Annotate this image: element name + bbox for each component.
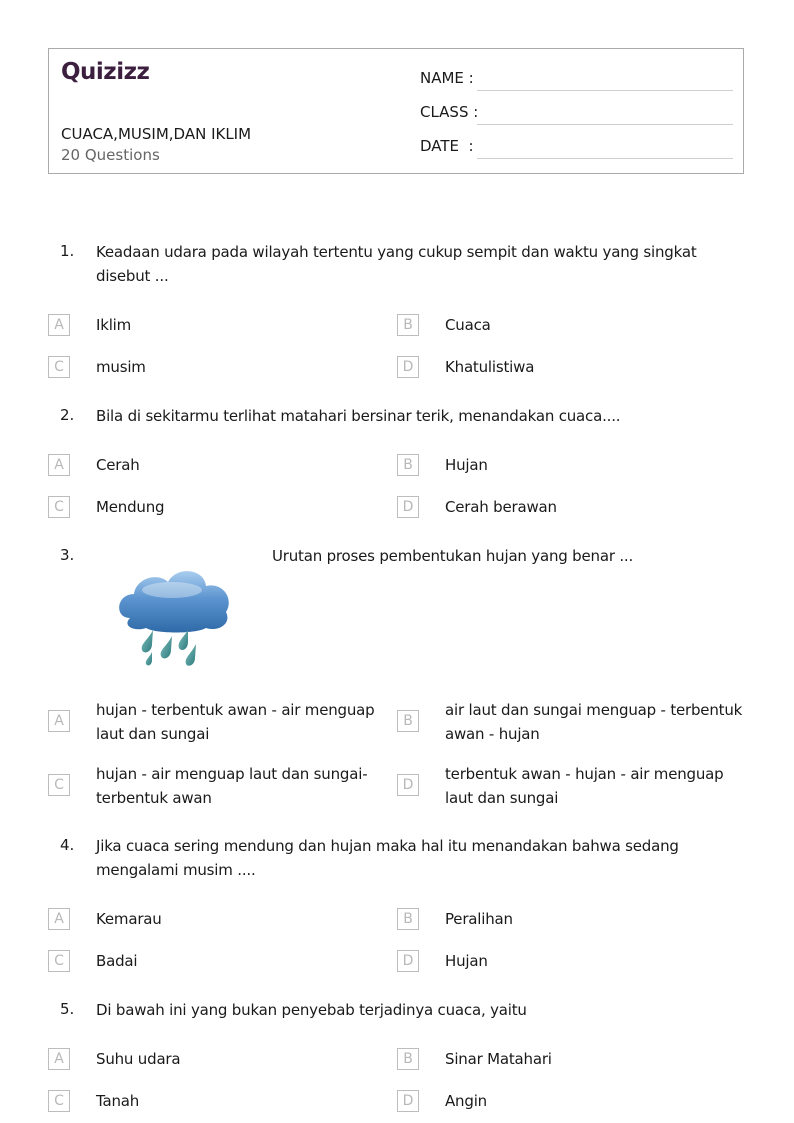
worksheet-title: CUACA,MUSIM,DAN IKLIM bbox=[61, 125, 252, 143]
option-letter-c[interactable]: C bbox=[48, 356, 70, 378]
option-text: Sinar Matahari bbox=[445, 1050, 552, 1068]
date-label: DATE : bbox=[420, 137, 474, 155]
option-letter-a[interactable]: A bbox=[48, 1048, 70, 1070]
class-label: CLASS : bbox=[420, 103, 479, 121]
option-letter-c[interactable]: C bbox=[48, 1090, 70, 1112]
question-number: 1. bbox=[60, 242, 75, 260]
rain-drops bbox=[142, 630, 196, 666]
option-text: Hujan bbox=[445, 456, 488, 474]
option-letter-a[interactable]: A bbox=[48, 908, 70, 930]
option-letter-b[interactable]: B bbox=[397, 1048, 419, 1070]
question-text: Di bawah ini yang bukan penyebab terjadinya cuaca, yaitu bbox=[96, 1001, 527, 1019]
question-text: Jika cuaca sering mendung dan hujan maka hal itu menandakan bahwa sedang mengalami musim .... bbox=[96, 837, 679, 879]
option-text: air laut dan sungai menguap - terbentuk awan - hujan bbox=[445, 701, 743, 743]
option-text: Peralihan bbox=[445, 910, 513, 928]
question-text: Bila di sekitarmu terlihat matahari bersinar terik, menandakan cuaca.... bbox=[96, 407, 621, 425]
option-text: Hujan bbox=[445, 952, 488, 970]
option-text: Cuaca bbox=[445, 316, 491, 334]
question-number: 3. bbox=[60, 546, 75, 564]
question-number: 2. bbox=[60, 406, 75, 424]
option-letter-d[interactable]: D bbox=[397, 496, 419, 518]
option-letter-b[interactable]: B bbox=[397, 454, 419, 476]
option-text: Khatulistiwa bbox=[445, 358, 535, 376]
class-field[interactable] bbox=[477, 124, 733, 125]
option-text: Cerah berawan bbox=[445, 498, 557, 516]
question-count: 20 Questions bbox=[61, 146, 160, 164]
worksheet-header bbox=[48, 48, 744, 174]
option-text: Cerah bbox=[96, 456, 140, 474]
rain-cloud-icon bbox=[96, 560, 246, 670]
date-field[interactable] bbox=[477, 158, 733, 159]
option-text: Angin bbox=[445, 1092, 487, 1110]
option-text: Suhu udara bbox=[96, 1050, 181, 1068]
option-text: Kemarau bbox=[96, 910, 162, 928]
option-letter-a[interactable]: A bbox=[48, 454, 70, 476]
question-number: 5. bbox=[60, 1000, 75, 1018]
option-letter-d[interactable]: D bbox=[397, 950, 419, 972]
option-text: hujan - air menguap laut dan sungai- terbentuk awan bbox=[96, 765, 368, 807]
question-number: 4. bbox=[60, 836, 75, 854]
name-label: NAME : bbox=[420, 69, 474, 87]
option-letter-d[interactable]: D bbox=[397, 1090, 419, 1112]
option-text: Iklim bbox=[96, 316, 132, 334]
name-field[interactable] bbox=[477, 90, 733, 91]
option-text: Badai bbox=[96, 952, 138, 970]
option-letter-b[interactable]: B bbox=[397, 314, 419, 336]
option-letter-c[interactable]: C bbox=[48, 774, 70, 796]
option-letter-b[interactable]: B bbox=[397, 710, 419, 732]
quizizz-logo: Quizizz bbox=[61, 59, 150, 85]
cloud-shape bbox=[119, 571, 229, 632]
question-text: Urutan proses pembentukan hujan yang benar ... bbox=[272, 547, 634, 565]
option-letter-c[interactable]: C bbox=[48, 950, 70, 972]
option-text: terbentuk awan - hujan - air menguap laut dan sungai bbox=[445, 765, 724, 807]
option-letter-d[interactable]: D bbox=[397, 774, 419, 796]
question-text: Keadaan udara pada wilayah tertentu yang cukup sempit dan waktu yang singkat disebut ... bbox=[96, 243, 697, 285]
option-text: hujan - terbentuk awan - air menguap laut dan sungai bbox=[96, 701, 375, 743]
option-letter-a[interactable]: A bbox=[48, 314, 70, 336]
option-letter-d[interactable]: D bbox=[397, 356, 419, 378]
option-letter-a[interactable]: A bbox=[48, 710, 70, 732]
option-text: musim bbox=[96, 358, 146, 376]
option-text: Mendung bbox=[96, 498, 165, 516]
option-letter-c[interactable]: C bbox=[48, 496, 70, 518]
option-letter-b[interactable]: B bbox=[397, 908, 419, 930]
option-text: Tanah bbox=[96, 1092, 140, 1110]
